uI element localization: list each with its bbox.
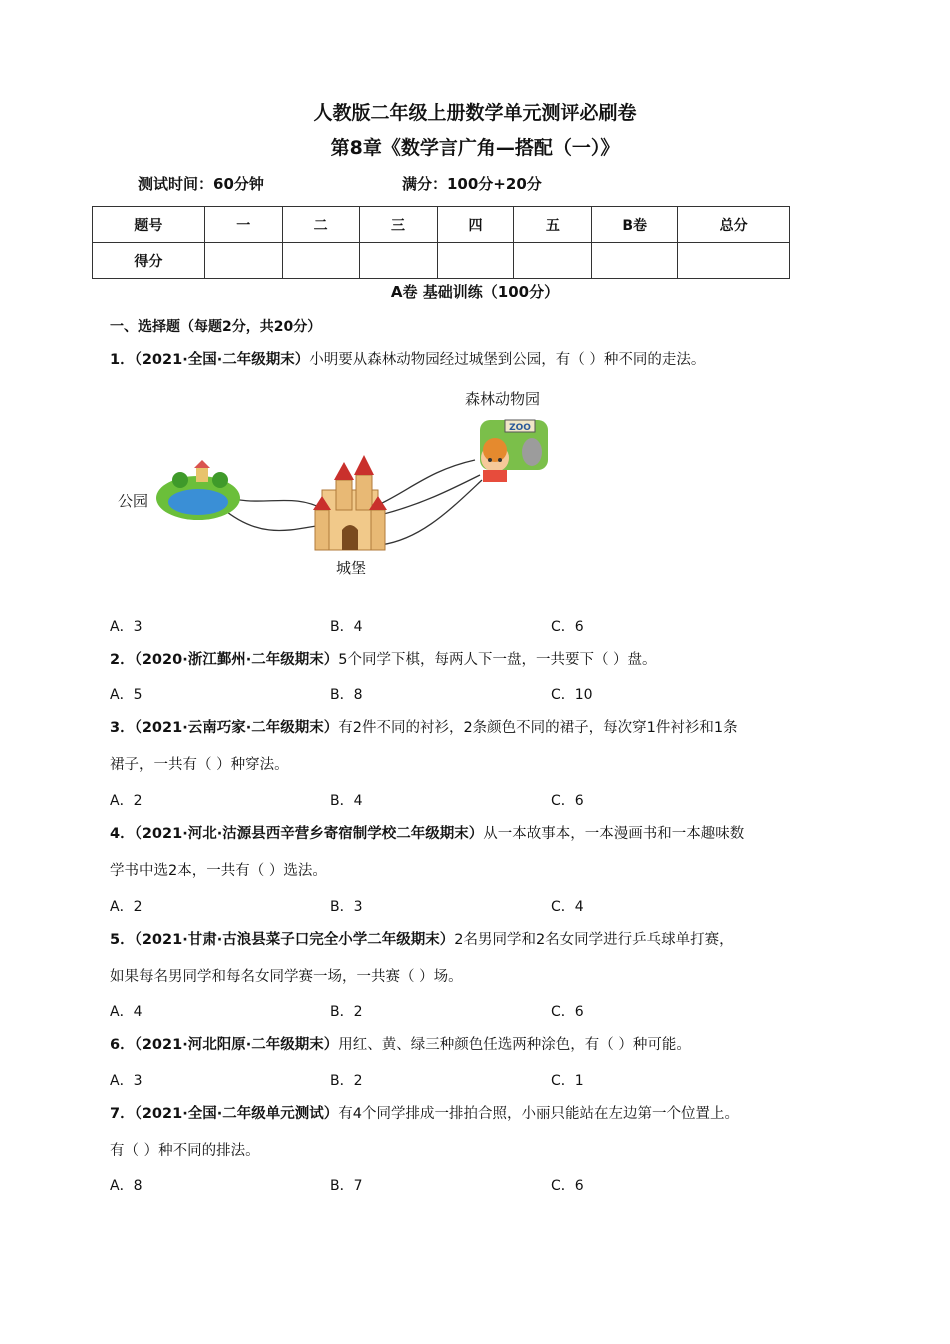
option-a[interactable]: A．4 bbox=[110, 1004, 143, 1020]
question-source: （2021·甘肃·古浪县菜子口完全小学二年级期末） bbox=[134, 932, 455, 948]
question-6-options bbox=[110, 1070, 810, 1090]
castle-icon bbox=[313, 455, 387, 550]
question-number: 5． bbox=[110, 932, 135, 948]
option-b[interactable]: B．2 bbox=[330, 1073, 363, 1089]
question-source: （2021·云南巧家·二年级期末） bbox=[134, 720, 339, 736]
option-a[interactable]: A．3 bbox=[110, 619, 143, 635]
section-1-heading: 一、选择题（每题2分，共20分） bbox=[110, 319, 322, 335]
score-table-cell: 二 bbox=[282, 207, 359, 243]
question-text: 从一本故事本，一本漫画书和一本趣味数 bbox=[483, 826, 745, 842]
option-c[interactable]: C．10 bbox=[551, 687, 593, 703]
question-4-options bbox=[110, 896, 810, 916]
question-number: 3． bbox=[110, 720, 135, 736]
score-input-cell[interactable] bbox=[204, 243, 282, 279]
question-text-cont: 如果每名男同学和每名女同学赛一场，一共赛（ ）场。 bbox=[110, 969, 463, 985]
doc-title: 人教版二年级上册数学单元测评必刷卷 bbox=[313, 102, 637, 124]
question-source: （2021·河北·沽源县西辛营乡寄宿制学校二年级期末） bbox=[134, 826, 484, 842]
score-table-cell: B卷 bbox=[592, 207, 678, 243]
option-b[interactable]: B．2 bbox=[330, 1004, 363, 1020]
question-3 bbox=[110, 710, 845, 784]
option-a[interactable]: A．8 bbox=[110, 1178, 143, 1194]
score-table-cell: 题号 bbox=[93, 207, 205, 243]
question-5 bbox=[110, 922, 845, 996]
zoo-icon bbox=[480, 420, 548, 482]
score-table-cell: 四 bbox=[437, 207, 514, 243]
score-input-cell[interactable] bbox=[437, 243, 514, 279]
question-text: 小明要从森林动物园经过城堡到公园，有（ ）种不同的走法。 bbox=[309, 352, 706, 368]
question-source: （2021·全国·二年级单元测试） bbox=[134, 1106, 339, 1122]
question-source: （2020·浙江鄞州·二年级期末） bbox=[134, 652, 339, 668]
question-5-options bbox=[110, 1001, 810, 1021]
question-7-options bbox=[110, 1175, 810, 1195]
score-table-cell: 总分 bbox=[678, 207, 790, 243]
question-text: 有4个同学排成一排拍合照，小丽只能站在左边第一个位置上。 bbox=[338, 1106, 739, 1122]
route-park-castle-2 bbox=[222, 508, 322, 531]
question-2 bbox=[110, 642, 845, 679]
question-text: 5个同学下棋，每两人下一盘，一共要下（ ）盘。 bbox=[338, 652, 657, 668]
question-text-cont: 裙子，一共有（ ）种穿法。 bbox=[110, 757, 289, 773]
route-castle-zoo-3 bbox=[380, 480, 482, 545]
question-number: 4． bbox=[110, 826, 135, 842]
option-c[interactable]: C．6 bbox=[551, 619, 584, 635]
option-c[interactable]: C．1 bbox=[551, 1073, 584, 1089]
route-castle-zoo-1 bbox=[378, 460, 475, 505]
question-2-options bbox=[110, 684, 810, 704]
question-text-cont: 有（ ）种不同的排法。 bbox=[110, 1143, 260, 1159]
option-b[interactable]: B．8 bbox=[330, 687, 363, 703]
option-c[interactable]: C．6 bbox=[551, 793, 584, 809]
castle-label: 城堡 bbox=[336, 559, 367, 577]
score-table-cell: 一 bbox=[204, 207, 282, 243]
question-text-cont: 学书中选2本，一共有（ ）选法。 bbox=[110, 863, 327, 879]
full-score: 满分：100分+20分 bbox=[402, 175, 542, 193]
question-1-options bbox=[110, 616, 810, 636]
zoo-sign-text: ZOO bbox=[509, 423, 531, 433]
question-number: 6． bbox=[110, 1037, 135, 1053]
question-source: （2021·全国·二年级期末） bbox=[134, 352, 310, 368]
zoo-label: 森林动物园 bbox=[465, 390, 541, 408]
score-input-cell[interactable] bbox=[592, 243, 678, 279]
doc-subtitle: 第8章《数学言广角—搭配（一）》 bbox=[330, 137, 620, 159]
question-3-options bbox=[110, 790, 810, 810]
option-b[interactable]: B．7 bbox=[330, 1178, 363, 1194]
option-a[interactable]: A．3 bbox=[110, 1073, 143, 1089]
score-table-header-row bbox=[93, 207, 790, 243]
score-input-cell[interactable] bbox=[514, 243, 592, 279]
question-text: 2名男同学和2名女同学进行乒乓球单打赛， bbox=[454, 932, 734, 948]
score-table-cell: 三 bbox=[359, 207, 437, 243]
question-number: 7． bbox=[110, 1106, 135, 1122]
question-number: 1． bbox=[110, 352, 135, 368]
question-7 bbox=[110, 1096, 845, 1170]
park-label: 公园 bbox=[118, 492, 149, 510]
question-text: 用红、黄、绿三种颜色任选两种涂色，有（ ）种可能。 bbox=[338, 1037, 691, 1053]
section-a-heading: A卷 基础训练（100分） bbox=[390, 283, 560, 301]
option-b[interactable]: B．3 bbox=[330, 899, 363, 915]
score-input-cell[interactable] bbox=[678, 243, 790, 279]
option-a[interactable]: A．5 bbox=[110, 687, 143, 703]
option-c[interactable]: C．6 bbox=[551, 1004, 584, 1020]
option-a[interactable]: A．2 bbox=[110, 899, 143, 915]
option-c[interactable]: C．4 bbox=[551, 899, 584, 915]
question-source: （2021·河北阳原·二年级期末） bbox=[134, 1037, 339, 1053]
score-table-score-row bbox=[93, 243, 790, 279]
score-table-cell: 五 bbox=[514, 207, 592, 243]
question-4 bbox=[110, 816, 845, 890]
score-table bbox=[92, 206, 790, 279]
park-icon bbox=[156, 460, 240, 520]
option-a[interactable]: A．2 bbox=[110, 793, 143, 809]
option-c[interactable]: C．6 bbox=[551, 1178, 584, 1194]
question-number: 2． bbox=[110, 652, 135, 668]
test-time: 测试时间：60分钟 bbox=[138, 175, 264, 193]
score-input-cell[interactable] bbox=[359, 243, 437, 279]
question-1 bbox=[110, 342, 845, 379]
option-b[interactable]: B．4 bbox=[330, 793, 363, 809]
score-table-cell: 得分 bbox=[93, 243, 205, 279]
route-map-illustration bbox=[110, 380, 570, 590]
question-text: 有2件不同的衬衫，2条颜色不同的裙子，每次穿1件衬衫和1条 bbox=[338, 720, 738, 736]
question-6 bbox=[110, 1027, 845, 1064]
score-input-cell[interactable] bbox=[282, 243, 359, 279]
option-b[interactable]: B．4 bbox=[330, 619, 363, 635]
